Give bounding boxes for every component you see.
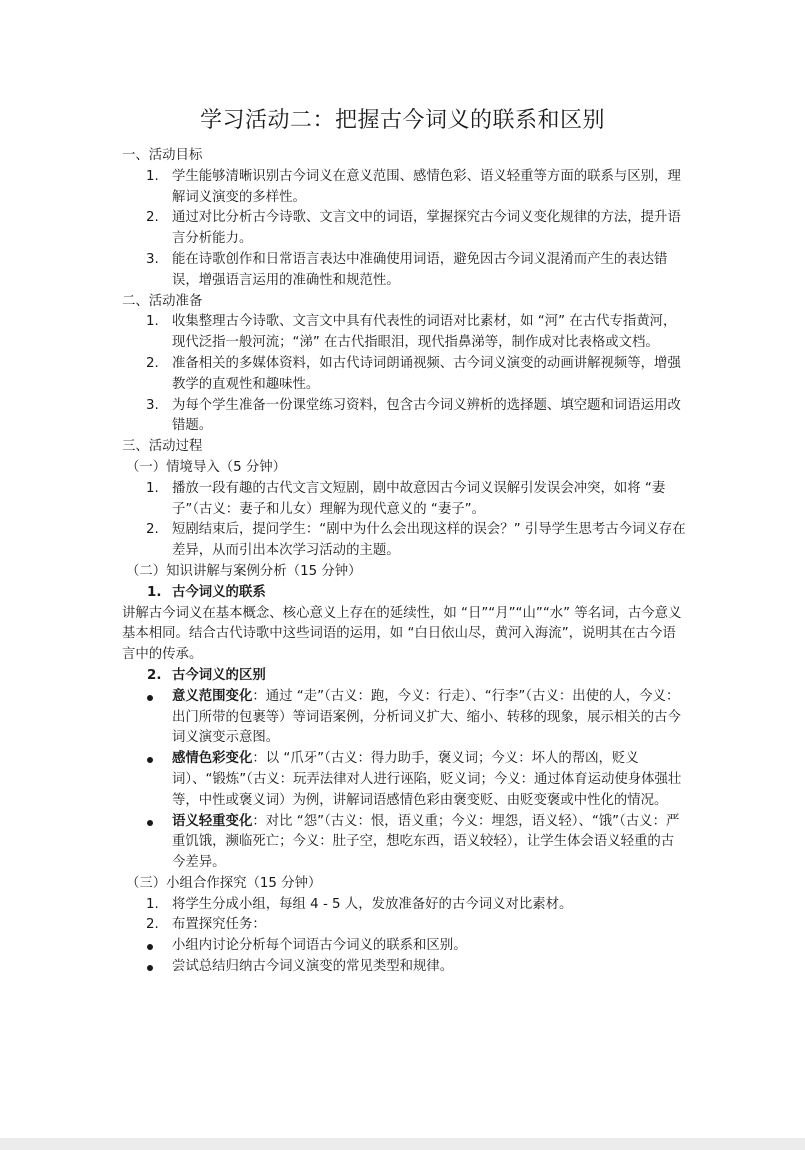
bullet-text: 尝试总结归纳古今词义演变的常见类型和规律。 bbox=[172, 959, 454, 975]
bold-list-item bbox=[122, 666, 687, 687]
list-number: 3. bbox=[146, 397, 159, 413]
bullet-label: 意义范围变化 bbox=[172, 688, 253, 704]
list-number: 1. bbox=[146, 896, 159, 912]
bullet-item bbox=[122, 749, 687, 811]
bold-list-label: 古今词义的区别 bbox=[172, 667, 266, 683]
list-number: 1. bbox=[146, 314, 159, 330]
bullet-text: ：通过 “走”（古义：跑，今义：行走）、“行李”（古义：出使的人，今义：出门所带的包裹等）等词语案例，分析词义扩大、缩小、转移的现象，展示相关的古今词义演变示意图。 bbox=[172, 688, 681, 746]
bullet-icon bbox=[147, 757, 153, 763]
list-item bbox=[122, 312, 687, 354]
list-item bbox=[122, 520, 687, 562]
bullet-icon bbox=[147, 944, 153, 950]
list-item-text: 学生能够清晰识别古今词义在意义范围、感情色彩、语义轻重等方面的联系与区别，理解词义演变的多样性。 bbox=[172, 168, 681, 205]
subsection-heading-lecture: （二）知识讲解与案例分析（15 分钟） bbox=[126, 563, 362, 579]
bold-list-label: 古今词义的联系 bbox=[172, 584, 266, 600]
list-item-text: 短剧结束后，提问学生：“剧中为什么会出现这样的误会？” 引导学生思考古今词义存在差异，从而引出本次学习活动的主题。 bbox=[172, 522, 686, 559]
bullet-text: ：对比 “怨”（古义：恨，语义重；今义：埋怨，语义轻）、“饿”（古义：严重饥饿，濒临死亡；今义：肚子空，想吃东西，语义较轻），让学生体会语义轻重的古今差异。 bbox=[172, 813, 680, 871]
section-heading-preparation: 二、活动准备 bbox=[122, 293, 203, 309]
section-heading-goals: 一、活动目标 bbox=[122, 148, 203, 163]
list-item-text: 布置探究任务： bbox=[172, 917, 266, 933]
list-item-text: 将学生分成小组，每组 4 - 5 人，发放准备好的古今词义对比素材。 bbox=[172, 896, 573, 912]
list-item-text: 通过对比分析古今诗歌、文言文中的词语，掌握探究古今词义变化规律的方法，提升语言分析能力。 bbox=[172, 210, 681, 247]
paragraph: 讲解古今词义在基本概念、核心意义上存在的延续性，如 “日”“月”“山”“水” 等名词，古今意义基本相同。结合古代诗歌中这些词语的运用，如 “白日依山尽，黄河入海流”，说明其在古今语言中的传承。 bbox=[122, 605, 682, 663]
bullet-text: 小组内讨论分析每个词语古今词义的联系和区别。 bbox=[172, 938, 467, 954]
page-footer-gap bbox=[0, 1138, 805, 1150]
list-item-text: 为每个学生准备一份课堂练习资料，包含古今词义辨析的选择题、填空题和词语运用改错题。 bbox=[172, 397, 681, 434]
list-item bbox=[122, 208, 687, 250]
bullet-item bbox=[122, 687, 687, 749]
list-item bbox=[122, 354, 687, 396]
list-number: 2. bbox=[146, 355, 159, 371]
document-body bbox=[122, 146, 687, 978]
page-title: 学习活动二：把握古今词义的联系和区别 bbox=[199, 108, 605, 133]
list-item bbox=[122, 396, 687, 438]
bullet-item bbox=[122, 936, 687, 957]
bullet-icon bbox=[147, 965, 153, 971]
list-number: 1. bbox=[147, 584, 162, 600]
list-number: 2. bbox=[146, 210, 159, 226]
list-item bbox=[122, 479, 687, 521]
bullet-label: 语义轻重变化 bbox=[172, 813, 253, 829]
list-item bbox=[122, 167, 687, 209]
list-number: 2. bbox=[147, 667, 162, 683]
list-item-text: 准备相关的多媒体资料，如古代诗词朗诵视频、古今词义演变的动画讲解视频等，增强教学的直观性和趣味性。 bbox=[172, 355, 681, 392]
list-number: 3. bbox=[146, 251, 159, 267]
list-item-text: 收集整理古今诗歌、文言文中具有代表性的词语对比素材，如 “河” 在古代专指黄河，现代泛指一般河流；“涕” 在古代指眼泪，现代指鼻涕等，制作成对比表格或文档。 bbox=[172, 314, 677, 351]
bullet-item bbox=[122, 957, 687, 978]
list-item bbox=[122, 250, 687, 292]
list-number: 2. bbox=[146, 522, 159, 538]
list-item bbox=[122, 895, 687, 916]
subsection-heading-group: （三）小组合作探究（15 分钟） bbox=[126, 875, 322, 891]
list-item bbox=[122, 915, 687, 936]
list-number: 1. bbox=[146, 168, 159, 184]
list-number: 2. bbox=[146, 917, 159, 933]
bullet-icon bbox=[147, 820, 153, 826]
bullet-icon bbox=[147, 695, 153, 701]
section-heading-process: 三、活动过程 bbox=[122, 439, 203, 455]
list-item-text: 播放一段有趣的古代文言文短剧，剧中故意因古今词义误解引发误会冲突，如将 “妻子”（古义：妻子和儿女）理解为现代意义的 “妻子”。 bbox=[172, 480, 666, 517]
list-number: 1. bbox=[146, 480, 159, 496]
list-item-text: 能在诗歌创作和日常语言表达中准确使用词语，避免因古今词义混淆而产生的表达错误，增强语言运用的准确性和规范性。 bbox=[172, 251, 668, 288]
bullet-text: ：以 “爪牙”（古义：得力助手，褒义词；今义：坏人的帮凶，贬义词）、“锻炼”（古义：玩弄法律对人进行诬陷，贬义词；今义：通过体育运动使身体强壮等，中性或褒义词）为例，讲解词语感情色彩由褒变贬、由贬变褒或中性化的情况。 bbox=[172, 751, 682, 808]
bold-list-item bbox=[122, 583, 687, 604]
bullet-label: 感情色彩变化 bbox=[172, 751, 253, 767]
subsection-heading-intro: （一）情境导入（5 分钟） bbox=[126, 459, 287, 475]
bullet-item bbox=[122, 812, 687, 874]
